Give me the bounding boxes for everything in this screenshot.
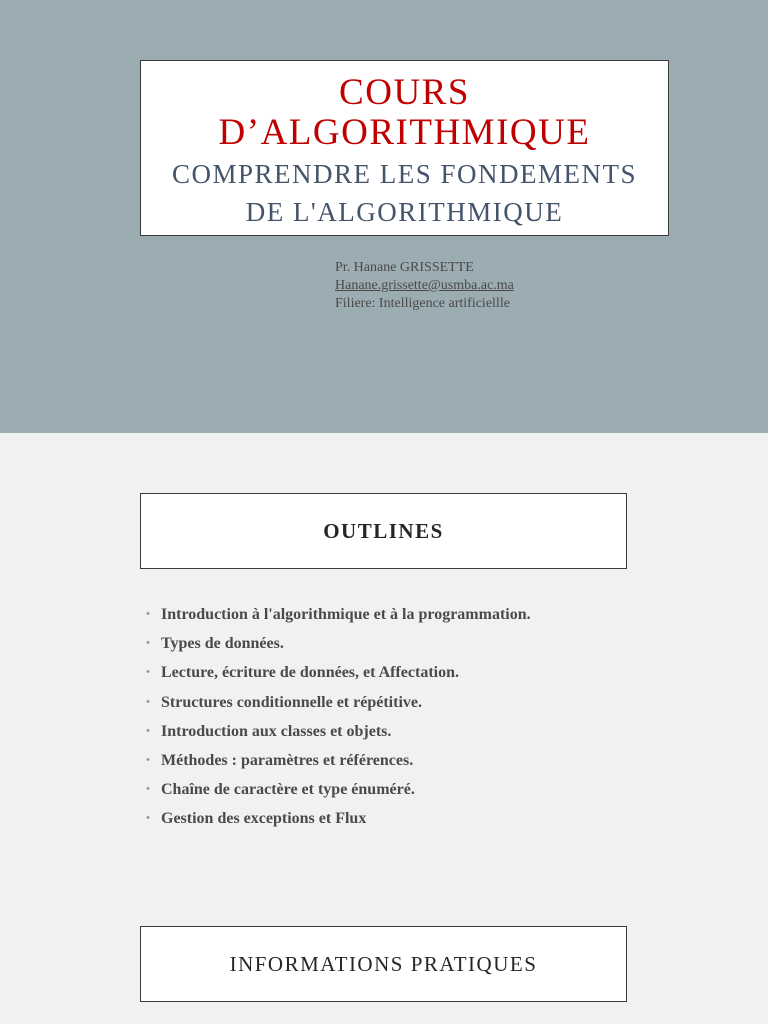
- outline-item: [146, 600, 531, 629]
- title-slide: [0, 0, 768, 433]
- outline-item: [146, 746, 531, 775]
- outline-list: [146, 600, 531, 834]
- info-heading: INFORMATIONS PRATIQUES: [229, 952, 538, 976]
- outline-item: [146, 658, 531, 687]
- author-name: Pr. Hanane GRISSETTE: [335, 260, 474, 275]
- bullet-icon: •: [146, 666, 150, 679]
- title-box: [140, 60, 669, 236]
- course-title-line-2: D’ALGORITHMIQUE: [218, 112, 591, 153]
- bullet-icon: •: [146, 608, 150, 620]
- outline-item-text: Introduction à l'algorithmique et à la programmation.: [161, 606, 531, 623]
- bullet-icon: •: [146, 754, 150, 767]
- outlines-heading-box: [140, 493, 627, 569]
- outline-item-text: Lecture, écriture de données, et Affectation.: [161, 664, 459, 682]
- outlines-slide: [0, 433, 768, 1024]
- bullet-icon: •: [146, 812, 150, 825]
- outline-item: [146, 629, 531, 658]
- bullet-icon: •: [146, 695, 150, 708]
- outline-item-text: Méthodes : paramètres et références.: [161, 752, 414, 770]
- outline-item-text: Introduction aux classes et objets.: [161, 722, 392, 740]
- info-heading-box: [140, 926, 627, 1002]
- author-email-link[interactable]: Hanane.grissette@usmba.ac.ma: [335, 278, 514, 293]
- author-block: [335, 259, 514, 313]
- outlines-heading: OUTLINES: [323, 519, 444, 543]
- course-subtitle: [141, 155, 668, 231]
- outline-item-text: Gestion des exceptions et Flux: [161, 810, 367, 828]
- bullet-icon: •: [146, 637, 150, 650]
- outline-item: [146, 688, 531, 717]
- outline-item: [146, 804, 531, 833]
- filiere-label: Filiere: Intelligence artificiellle: [335, 296, 510, 311]
- course-subtitle-line-2: DE L'ALGORITHMIQUE: [245, 197, 564, 227]
- course-subtitle-line-1: COMPRENDRE LES FONDEMENTS: [171, 159, 638, 189]
- outline-item-text: Types de données.: [161, 635, 284, 653]
- outline-item: [146, 717, 531, 746]
- bullet-icon: •: [146, 783, 150, 796]
- outline-item: [146, 775, 531, 804]
- bullet-icon: •: [146, 724, 150, 737]
- outline-item-text: Structures conditionnelle et répétitive.: [161, 693, 422, 711]
- course-title: [141, 73, 668, 153]
- outline-item-text: Chaîne de caractère et type énuméré.: [161, 781, 415, 799]
- course-title-line-1: COURS: [339, 72, 470, 113]
